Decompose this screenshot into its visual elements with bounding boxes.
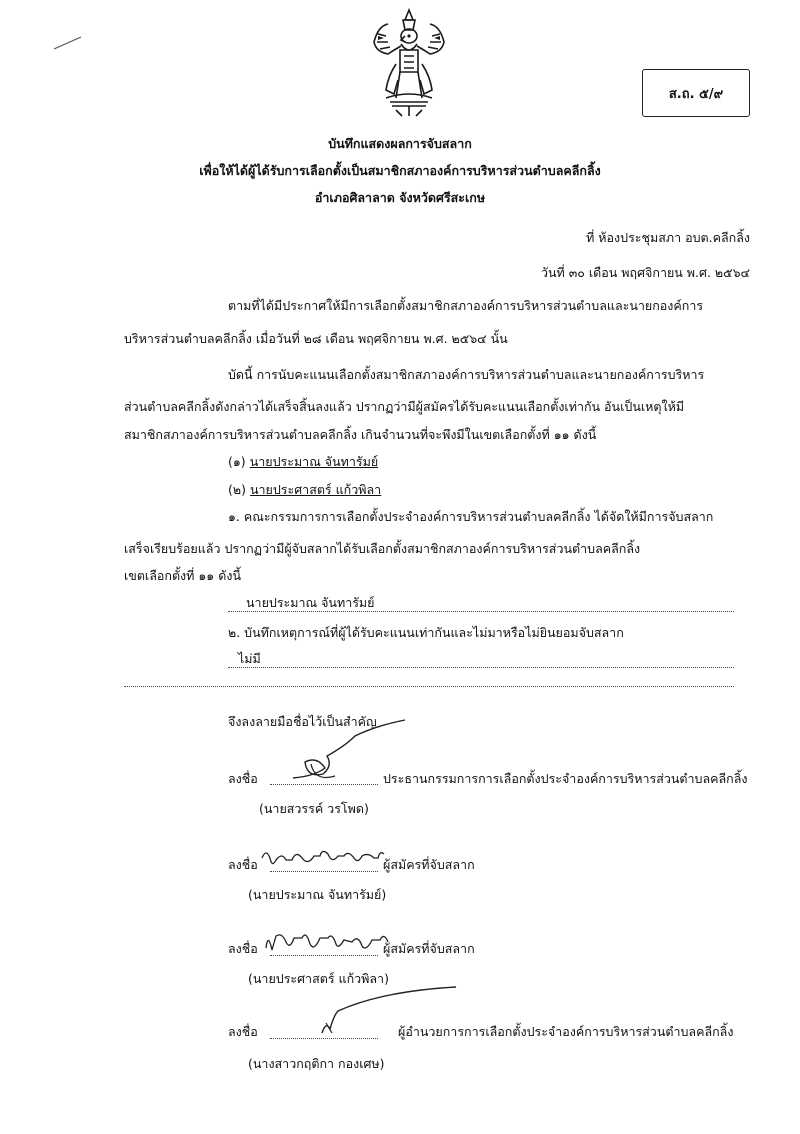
candidate-1 (228, 453, 378, 471)
signature-3-scribble (262, 928, 392, 958)
item1-line2: เสร็จเรียบร้อยแล้ว ปรากฏว่ามีผู้จับสลากได้รับเลือกตั้งสมาชิกสภาองค์การบริหารส่วนตำบลคลีกลิ้ง (124, 541, 641, 556)
signature-2-scribble (258, 844, 388, 874)
item2-value-field (228, 650, 734, 668)
signature-2-name: (นายประมาณ จันทารัมย์) (248, 887, 387, 902)
signature-4-name: (นางสาวกฤติกา กองเศษ) (248, 1056, 385, 1071)
para2-line3: สมาชิกสภาองค์การบริหารส่วนตำบลคลีกลิ้ง เกินจำนวนที่จะพึงมีในเขตเลือกตั้งที่ ๑๑ ดังนี้ (124, 427, 597, 442)
header-line1: บันทึกแสดงผลการจับสลาก (328, 136, 472, 151)
signature-2-role: ผู้สมัครที่จับสลาก (383, 857, 475, 872)
header-line3: อำเภอศิลาลาด จังหวัดศรีสะเกษ (314, 190, 486, 205)
item2-value: ไม่มี (238, 651, 261, 666)
form-code: ส.ถ. ๕/๙ (668, 86, 724, 102)
item2-dotted-line (124, 685, 734, 687)
item1-line1: ๑. คณะกรรมการการเลือกตั้งประจำองค์การบริหารส่วนตำบลคลีกลิ้ง ได้จัดให้มีการจับสลาก (228, 509, 714, 524)
signature-1-prefix: ลงชื่อ (228, 771, 258, 786)
signature-2-prefix: ลงชื่อ (228, 857, 258, 872)
candidate-1-name: นายประมาณ จันทารัมย์ (249, 454, 379, 469)
item1-winner: นายประมาณ จันทารัมย์ (246, 595, 375, 610)
item2-line1: ๒. บันทึกเหตุการณ์ที่ผู้ได้รับคะแนนเท่ากันและไม่มาหรือไม่ยินยอมจับสลาก (228, 625, 624, 640)
signature-3-name: (นายประศาสตร์ แก้วพิลา) (248, 971, 389, 986)
para2-line2: ส่วนตำบลคลีกลิ้งดังกล่าวได้เสร็จสิ้นลงแล้ว ปรากฏว่ามีผู้สมัครได้รับคะแนนเลือกตั้งเท่ากัน อันเป็นเหตุให้มี (124, 399, 685, 414)
candidate-1-number: (๑) (228, 454, 246, 469)
para2-line1: บัดนี้ การนับคะแนนเลือกตั้งสมาชิกสภาองค์การบริหารส่วนตำบลและนายกองค์การบริหาร (228, 367, 705, 382)
candidate-2 (228, 481, 381, 499)
item1-line3: เขตเลือกตั้งที่ ๑๑ ดังนี้ (124, 568, 241, 583)
item1-winner-field (228, 594, 734, 612)
candidate-2-name: นายประศาสตร์ แก้วพิลา (249, 482, 382, 497)
signature-3-prefix: ลงชื่อ (228, 941, 258, 956)
candidate-2-number: (๒) (228, 482, 246, 497)
signature-4-prefix: ลงชื่อ (228, 1024, 258, 1039)
document-date: วันที่ ๓๐ เดือน พฤศจิกายน พ.ศ. ๒๕๖๔ (540, 265, 750, 280)
garuda-emblem-icon (368, 6, 450, 118)
header-line2: เพื่อให้ได้ผู้ได้รับการเลือกตั้งเป็นสมาชิกสภาองค์การบริหารส่วนตำบลคลีกลิ้ง (199, 163, 601, 178)
para1-line1: ตามที่ได้มีประกาศให้มีการเลือกตั้งสมาชิกสภาองค์การบริหารส่วนตำบลและนายกองค์การ (228, 298, 704, 313)
meeting-place: ที่ ห้องประชุมสภา อบต.คลีกลิ้ง (586, 230, 750, 245)
signature-1-role: ประธานกรรมการการเลือกตั้งประจำองค์การบริหารส่วนตำบลคลีกลิ้ง (383, 771, 748, 786)
form-code-box (642, 69, 750, 117)
pen-mark (52, 34, 84, 52)
signature-1-name: (นายสวรรค์ วรโพด) (259, 801, 369, 816)
signature-4-role: ผู้อำนวยการการเลือกตั้งประจำองค์การบริหารส่วนตำบลคลีกลิ้ง (398, 1024, 734, 1039)
closing-text: จึงลงลายมือชื่อไว้เป็นสำคัญ (228, 714, 377, 729)
signature-3-role: ผู้สมัครที่จับสลาก (383, 941, 475, 956)
para1-line2: บริหารส่วนตำบลคลีกลิ้ง เมื่อวันที่ ๒๘ เดือน พฤศจิกายน พ.ศ. ๒๕๖๔ นั้น (124, 331, 508, 346)
